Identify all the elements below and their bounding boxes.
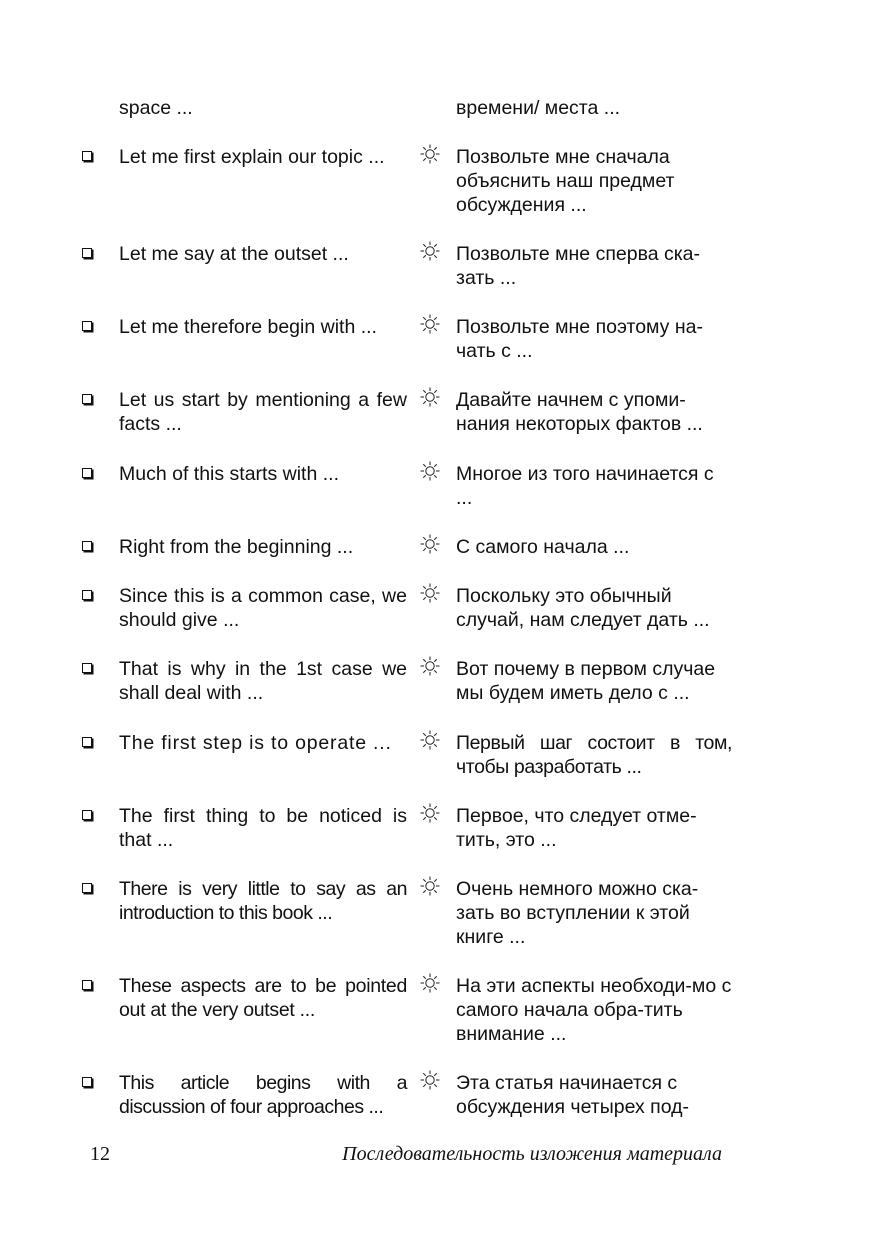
continuation-english: space ... xyxy=(119,97,193,119)
sun-icon xyxy=(419,802,441,824)
russian-translation: На эти аспекты необходи-мо с самого начала обра-тить внимание ... xyxy=(456,975,732,1045)
checkbox-bullet-icon xyxy=(82,980,92,990)
checkbox-bullet-icon xyxy=(82,468,92,478)
sun-icon xyxy=(419,143,441,165)
checkbox-bullet-icon xyxy=(82,883,92,893)
english-phrase: Much of this starts with ... xyxy=(119,463,339,485)
sun-icon xyxy=(419,582,441,604)
russian-translation: Первый шаг состоит в том, чтобы разработать ... xyxy=(456,732,732,778)
russian-translation: С самого начала ... xyxy=(456,536,630,558)
russian-translation: Вот почему в первом случае мы будем иметь дело с ... xyxy=(456,658,716,704)
sun-icon xyxy=(419,533,441,555)
sun-icon xyxy=(419,655,441,677)
checkbox-bullet-icon xyxy=(82,1077,92,1087)
english-phrase: That is why in the 1st case we shall deal with ... xyxy=(119,658,407,704)
continuation-russian: времени/ места ... xyxy=(456,97,621,119)
sun-icon xyxy=(419,729,441,751)
english-phrase: These aspects are to be pointed out at the very outset ... xyxy=(119,975,407,1021)
english-phrase: Let us start by mentioning a few facts ... xyxy=(119,389,407,435)
sun-icon xyxy=(419,313,441,335)
english-phrase: Let me therefore begin with ... xyxy=(119,316,377,338)
checkbox-bullet-icon xyxy=(82,394,92,404)
checkbox-bullet-icon xyxy=(82,590,92,600)
sun-icon xyxy=(419,875,441,897)
russian-translation: Давайте начнем с упоми-нания некоторых фактов ... xyxy=(456,389,703,435)
english-phrase: Since this is a common case, we should give ... xyxy=(119,585,407,631)
sun-icon xyxy=(419,972,441,994)
checkbox-bullet-icon xyxy=(82,321,92,331)
checkbox-bullet-icon xyxy=(82,737,92,747)
checkbox-bullet-icon xyxy=(82,663,92,673)
russian-translation: Поскольку это обычный случай, нам следует дать ... xyxy=(456,585,710,631)
russian-translation: Позвольте мне поэтому на-чать с ... xyxy=(456,316,703,362)
english-phrase: The first step is to operate ... xyxy=(119,732,392,754)
english-phrase: Let me say at the outset ... xyxy=(119,243,349,265)
sun-icon xyxy=(419,460,441,482)
checkbox-bullet-icon xyxy=(82,151,92,161)
russian-translation: Эта статья начинается с обсуждения четырех под- xyxy=(456,1072,690,1118)
page-number: 12 xyxy=(90,1143,110,1165)
russian-translation: Позвольте мне сперва ска-зать ... xyxy=(456,243,701,289)
sun-icon xyxy=(419,1069,441,1091)
english-phrase: Right from the beginning ... xyxy=(119,536,354,558)
running-title: Последовательность изложения материала xyxy=(342,1143,722,1165)
russian-translation: Очень немного можно ска-зать во вступлении к этой книге ... xyxy=(456,878,699,948)
russian-translation: Многое из того начинается с ... xyxy=(456,463,714,509)
english-phrase: This article begins with a discussion of four approaches ... xyxy=(119,1072,407,1118)
english-phrase: The first thing to be noticed is that ... xyxy=(119,805,407,851)
russian-translation: Первое, что следует отме-тить, это ... xyxy=(456,805,697,851)
checkbox-bullet-icon xyxy=(82,810,92,820)
english-phrase: Let me first explain our topic ... xyxy=(119,146,385,168)
sun-icon xyxy=(419,386,441,408)
sun-icon xyxy=(419,240,441,262)
russian-translation: Позвольте мне сначала объяснить наш предмет обсуждения ... xyxy=(456,146,675,216)
english-phrase: There is very little to say as an introduction to this book ... xyxy=(119,878,407,924)
checkbox-bullet-icon xyxy=(82,541,92,551)
checkbox-bullet-icon xyxy=(82,248,92,258)
